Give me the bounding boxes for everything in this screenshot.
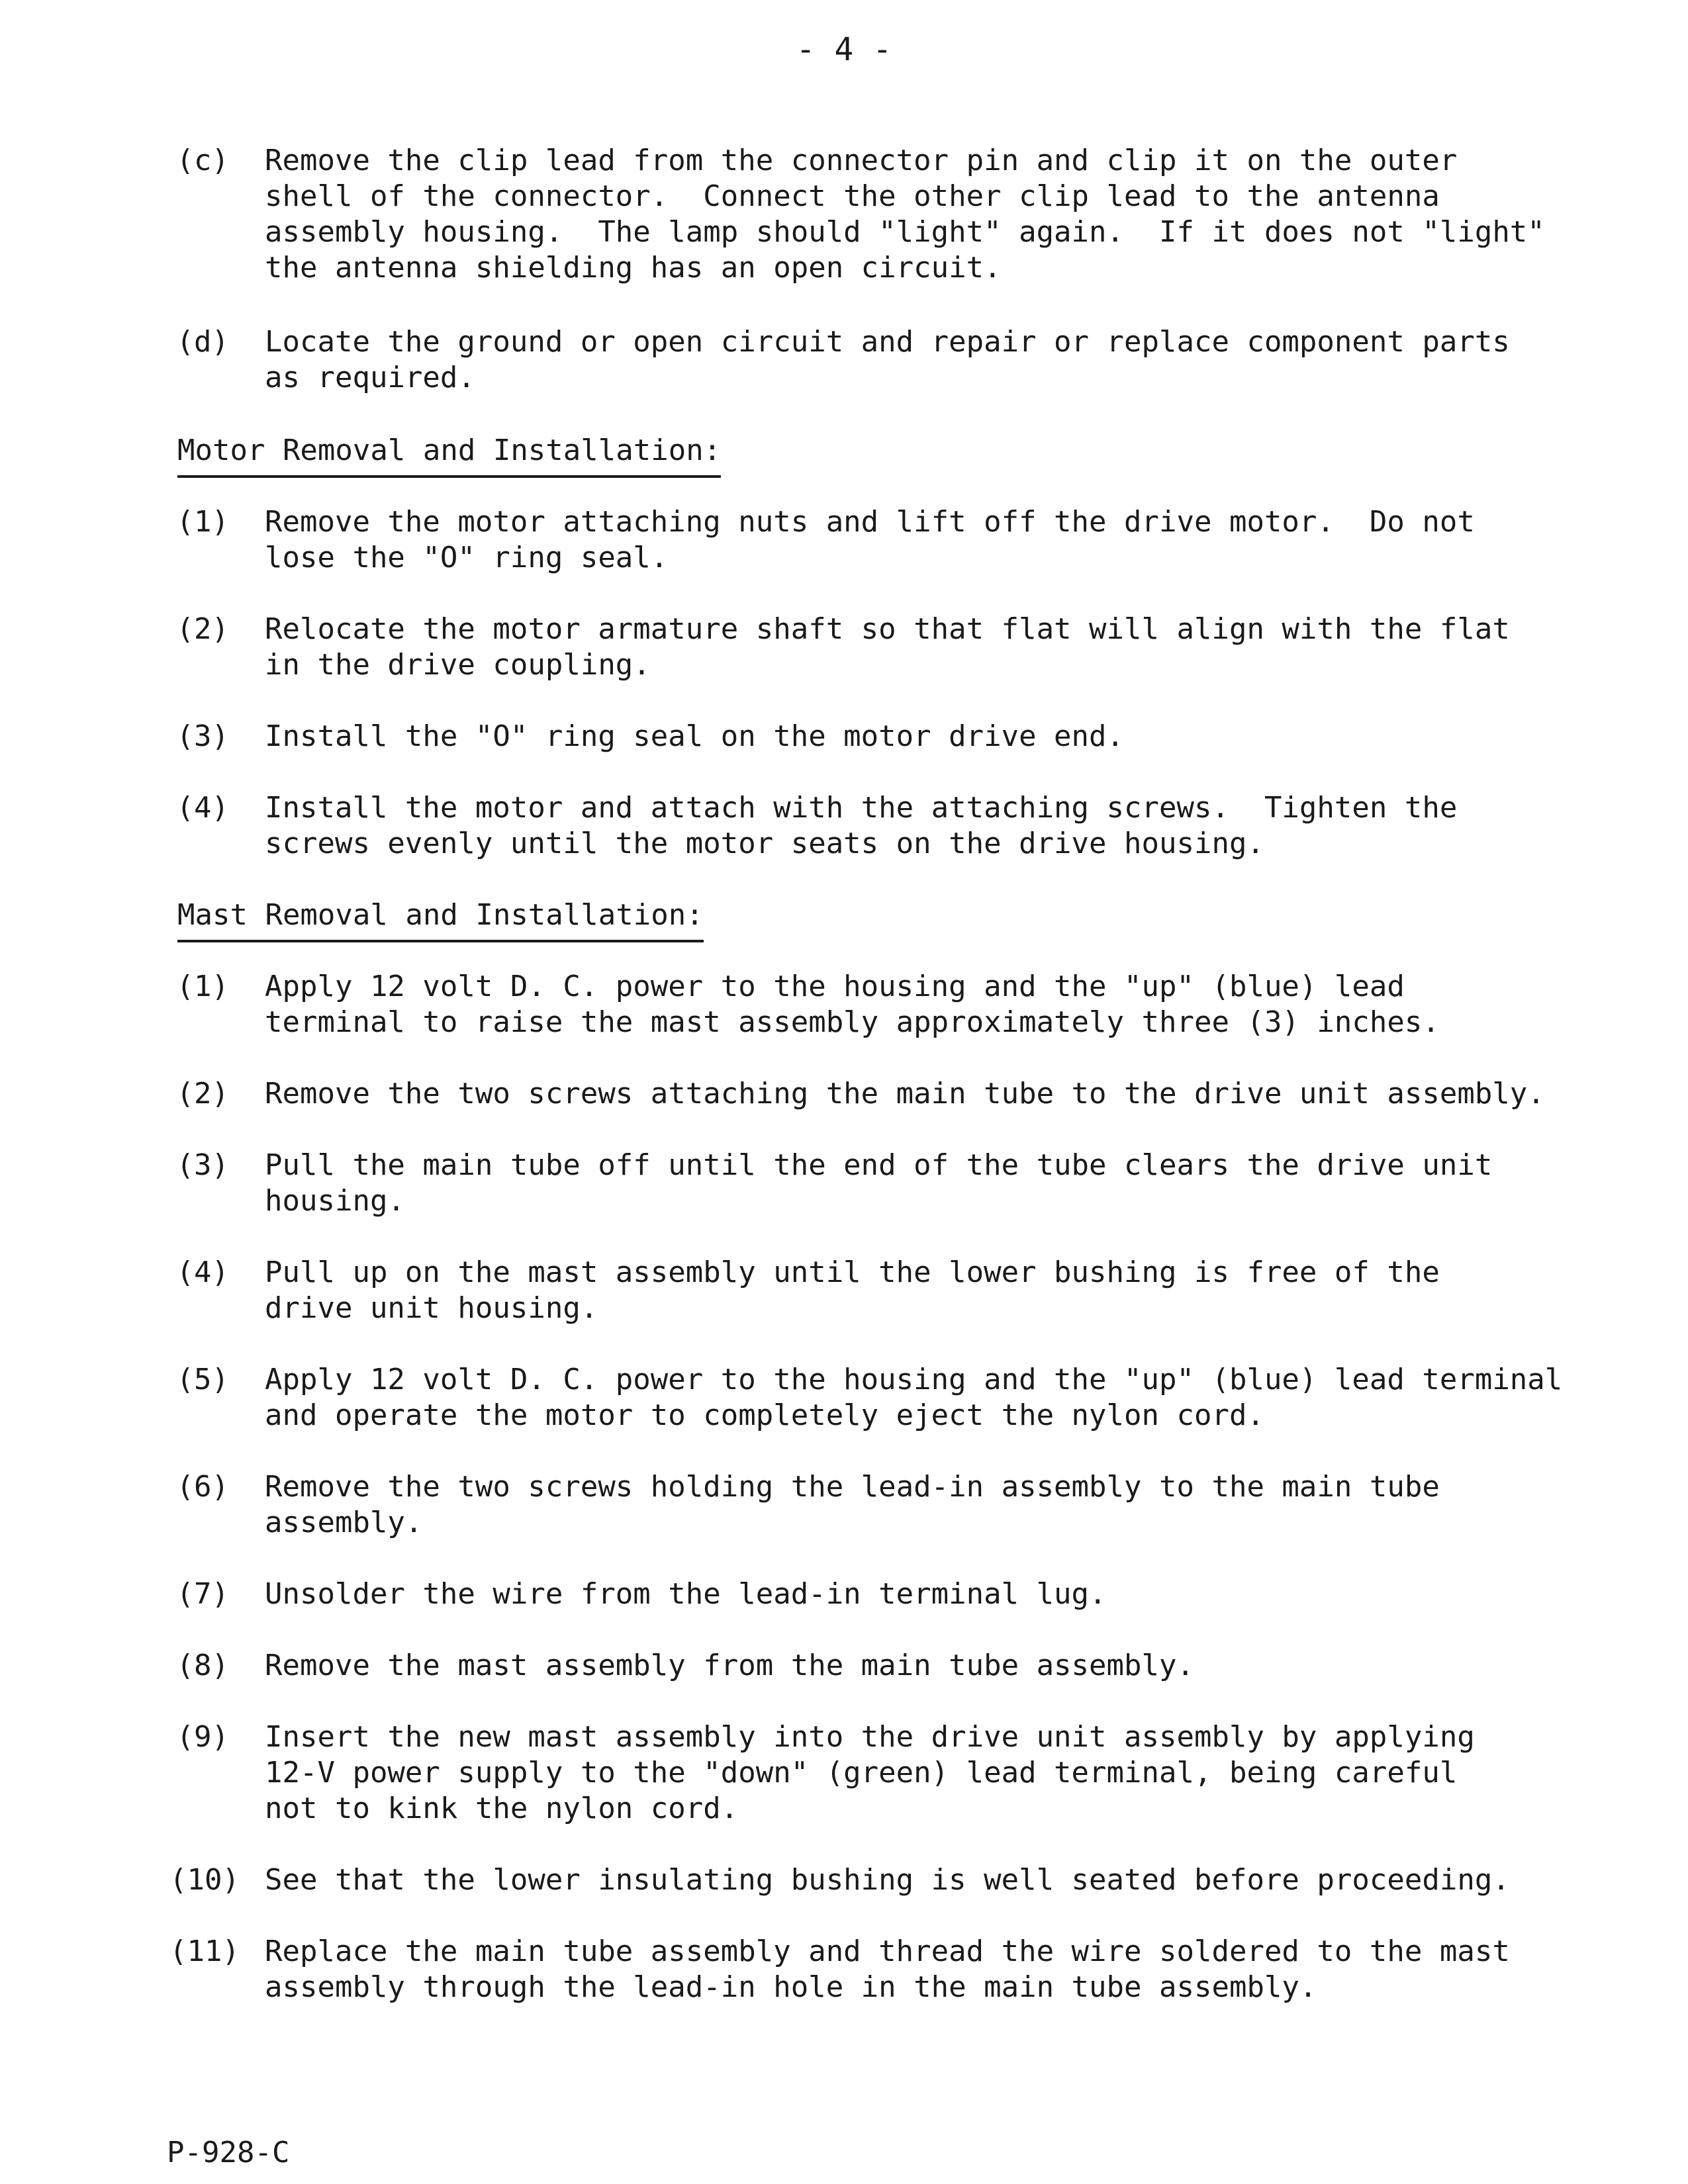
document-code: P-928-C (167, 2136, 290, 2169)
item-label: (11) (169, 1934, 240, 1968)
mast-section-heading: Mast Removal and Installation: (177, 897, 704, 942)
mast-step-3 (177, 1148, 1607, 1219)
item-text: Locate the ground or open circuit and repair or replace component parts as required. (265, 325, 1510, 394)
mast-step-11 (169, 1934, 1607, 2005)
mast-step-2 (177, 1076, 1607, 1112)
item-text: Apply 12 volt D. C. power to the housing and the "up" (blue) lead terminal and operate the motor to completely eject the nylon cord. (265, 1363, 1563, 1432)
mast-step-7 (177, 1576, 1607, 1612)
item-text: Pull the main tube off until the end of the tube clears the drive unit housing. (265, 1148, 1493, 1218)
item-label: (d) (176, 325, 229, 359)
mast-step-4 (177, 1255, 1607, 1326)
item-text: Remove the motor attaching nuts and lift off the drive motor. Do not lose the "O" ring seal. (265, 505, 1475, 574)
item-text: See that the lower insulating bushing is well seated before proceeding. (265, 1863, 1510, 1897)
mast-step-9 (177, 1719, 1607, 1827)
item-label: (3) (176, 719, 229, 753)
item-text: Remove the mast assembly from the main tube assembly. (265, 1649, 1194, 1682)
item-text: Replace the main tube assembly and thread the wire soldered to the mast assembly through the lead-in hole in the main tube assembly. (265, 1934, 1510, 2004)
item-label: (2) (176, 1077, 229, 1111)
item-text: Remove the two screws attaching the main tube to the drive unit assembly. (265, 1077, 1545, 1111)
motor-step-2 (177, 612, 1607, 683)
list-item-d (177, 324, 1607, 396)
item-label: (4) (176, 791, 229, 825)
item-label: (2) (176, 612, 229, 646)
item-text: Insert the new mast assembly into the drive unit assembly by applying 12-V power supply to the "down" (green) lead terminal, being careful not to kink the nylon cord. (265, 1720, 1475, 1825)
item-text: Apply 12 volt D. C. power to the housing and the "up" (blue) lead terminal to raise the mast assembly approximately three (3) inches. (265, 970, 1440, 1039)
item-label: (1) (176, 505, 229, 539)
item-text: Remove the two screws holding the lead-in assembly to the main tube assembly. (265, 1470, 1440, 1539)
item-label: (4) (176, 1255, 229, 1289)
mast-step-8 (177, 1648, 1607, 1684)
item-label: (10) (169, 1863, 240, 1897)
item-label: (3) (176, 1148, 229, 1182)
item-text: Pull up on the mast assembly until the lower bushing is free of the drive unit housing. (265, 1255, 1440, 1325)
mast-step-1 (177, 969, 1607, 1040)
item-label: (6) (176, 1470, 229, 1504)
item-text: Unsolder the wire from the lead-in terminal lug. (265, 1577, 1107, 1611)
item-text: Install the motor and attach with the attaching screws. Tighten the screws evenly until the motor seats on the drive housing. (265, 791, 1458, 860)
item-label: (8) (176, 1649, 229, 1682)
item-label: (7) (176, 1577, 229, 1611)
item-label: (9) (176, 1720, 229, 1754)
item-label: (5) (176, 1363, 229, 1396)
item-text: Relocate the motor armature shaft so that flat will align with the flat in the drive coupling. (265, 612, 1510, 682)
motor-section-heading: Motor Removal and Installation: (177, 433, 721, 478)
page-number: - 4 - (796, 31, 892, 68)
item-label: (c) (176, 144, 229, 177)
mast-step-6 (177, 1469, 1607, 1541)
mast-step-5 (177, 1362, 1607, 1433)
list-item-c (177, 143, 1607, 286)
item-label: (1) (176, 970, 229, 1003)
motor-step-1 (177, 504, 1607, 576)
motor-step-3 (177, 719, 1607, 754)
motor-step-4 (177, 790, 1607, 862)
item-text: Install the "O" ring seal on the motor drive end. (265, 719, 1125, 753)
mast-step-10 (169, 1862, 1607, 1898)
item-text: Remove the clip lead from the connector pin and clip it on the outer shell of the connector. Connect the other clip lead to the antenna assembly housing. The lamp should "light" again. If it does not "light" the antenna shielding has an open circuit. (265, 144, 1545, 285)
